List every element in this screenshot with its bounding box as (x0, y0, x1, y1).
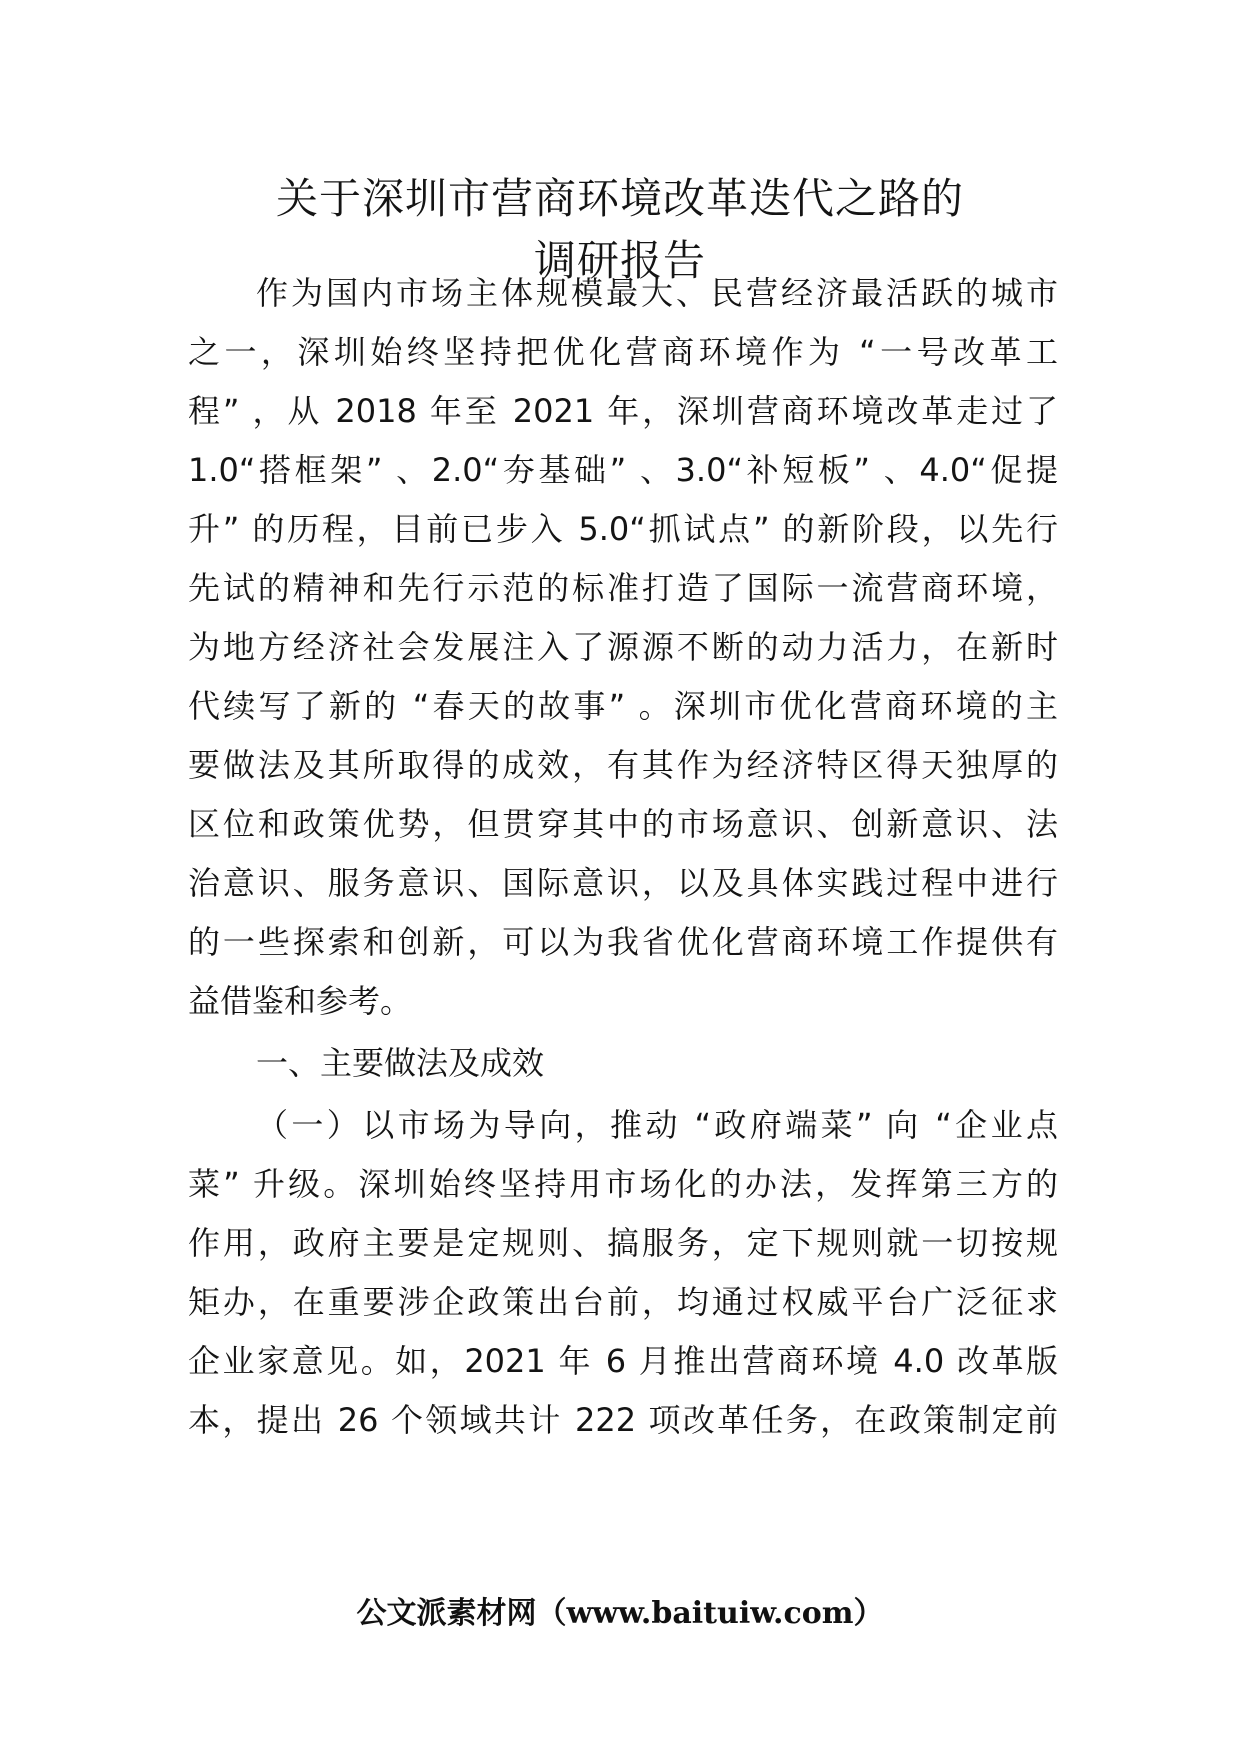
paragraph-line: 益借鉴和参考。 (188, 982, 413, 1020)
paragraph-line: 企业家意见。如，2021 年 6 月推出营商环境 4.0 改革版 (188, 1342, 1058, 1380)
paragraph-line: 菜” 升级。深圳始终坚持用市场化的办法，发挥第三方的 (188, 1165, 1058, 1203)
paragraph-line: 1.0“搭框架” 、2.0“夯基础” 、3.0“补短板” 、4.0“促提 (188, 451, 1058, 489)
paragraph-line: 要做法及其所取得的成效，有其作为经济特区得天独厚的 (188, 746, 1058, 784)
document-title-line-2: 调研报告 (533, 236, 706, 285)
paragraph-line: 先试的精神和先行示范的标准打造了国际一流营商环境， (188, 569, 1058, 607)
paragraph-line: 的一些探索和创新，可以为我省优化营商环境工作提供有 (188, 923, 1058, 961)
paragraph-line: 之一，深圳始终坚持把优化营商环境作为 “一号改革工 (188, 333, 1058, 371)
paragraph-line: 治意识、服务意识、国际意识，以及具体实践过程中进行 (188, 864, 1058, 902)
paragraph-line: 本，提出 26 个领域共计 222 项改革任务，在政策制定前 (188, 1401, 1058, 1439)
paragraph-line: 矩办，在重要涉企政策出台前，均通过权威平台广泛征求 (188, 1283, 1058, 1321)
paragraph-line: 升” 的历程，目前已步入 5.0“抓试点” 的新阶段，以先行 (188, 510, 1058, 548)
paragraph-line: 区位和政策优势，但贯穿其中的市场意识、创新意识、法 (188, 805, 1058, 843)
paragraph-line: 代续写了新的 “春天的故事” 。深圳市优化营商环境的主 (188, 687, 1058, 725)
document-title-line-1: 关于深圳市营商环境改革迭代之路的 (275, 174, 964, 223)
paragraph-line: 作为国内市场主体规模最大、民营经济最活跃的城市 (256, 274, 1058, 312)
footer-watermark: 公文派素材网（www.baituiw.com） (356, 1596, 884, 1631)
paragraph-line: （一）以市场为导向，推动 “政府端菜” 向 “企业点 (256, 1106, 1058, 1144)
section-heading: 一、主要做法及成效 (256, 1044, 545, 1082)
paragraph-line: 程” ，从 2018 年至 2021 年，深圳营商环境改革走过了 (188, 392, 1058, 430)
paragraph-line: 作用，政府主要是定规则、搞服务，定下规则就一切按规 (188, 1224, 1058, 1262)
paragraph-line: 为地方经济社会发展注入了源源不断的动力活力，在新时 (188, 628, 1058, 666)
